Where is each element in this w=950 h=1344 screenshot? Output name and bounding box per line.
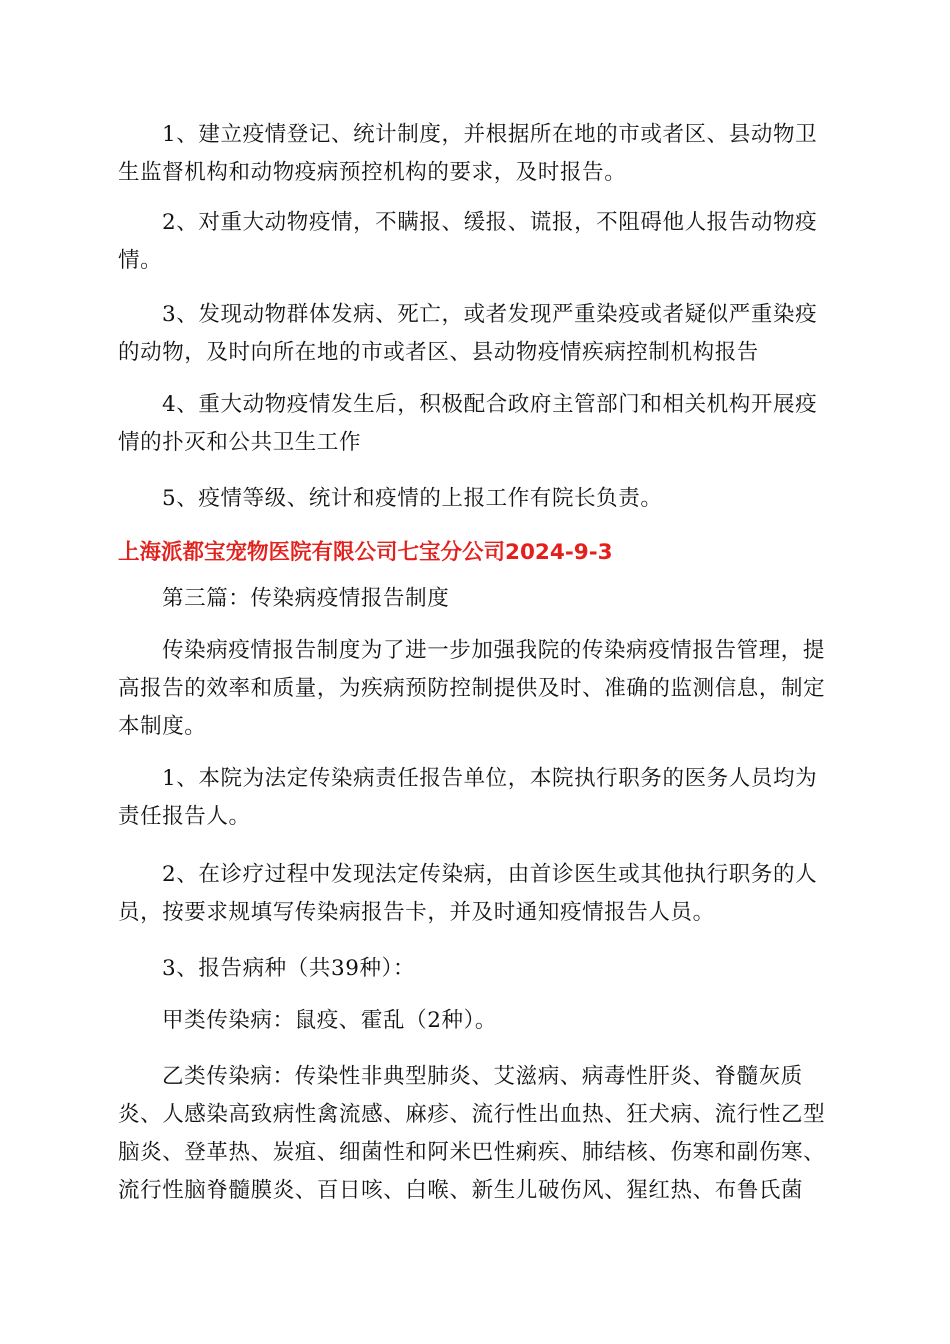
class-a-diseases: 甲类传染病：鼠疫、霍乱（2种）。 [162, 1008, 498, 1033]
paragraph-4: 4、重大动物疫情发生后，积极配合政府主管部门和相关机构开展疫情的扑灭和公共卫生工作 [118, 392, 818, 455]
rule-2: 2、在诊疗过程中发现法定传染病，由首诊医生或其他执行职务的人员，按要求规填写传染病报告卡，并及时通知疫情报告人员。 [118, 862, 818, 925]
signature-line: 上海派都宝宠物医院有限公司七宝分公司2024-9-3 [118, 540, 613, 565]
rule-1: 1、本院为法定传染病责任报告单位，本院执行职务的医务人员均为责任报告人。 [118, 766, 818, 829]
rule-3: 3、报告病种（共39种）： [162, 956, 416, 981]
section-title: 第三篇：传染病疫情报告制度 [162, 586, 450, 611]
paragraph-5: 5、疫情等级、统计和疫情的上报工作有院长负责。 [162, 486, 663, 511]
paragraph-1: 1、建立疫情登记、统计制度，并根据所在地的市或者区、县动物卫生监督机构和动物疫病预控机构的要求，及时报告。 [118, 122, 818, 185]
class-b-diseases: 乙类传染病：传染性非典型肺炎、艾滋病、病毒性肝炎、脊髓灰质炎、人感染高致病性禽流感、麻疹、流行性出血热、狂犬病、流行性乙型脑炎、登革热、炭疽、细菌性和阿米巴性痢疾、肺结核、伤寒和副伤寒、流行性脑脊髓膜炎、百日咳、白喉、新生儿破伤风、猩红热、布鲁氏菌 [118, 1064, 826, 1203]
paragraph-3: 3、发现动物群体发病、死亡，或者发现严重染疫或者疑似严重染疫的动物，及时向所在地的市或者区、县动物疫情疾病控制机构报告 [118, 302, 818, 365]
paragraph-2: 2、对重大动物疫情，不瞒报、缓报、谎报，不阻碍他人报告动物疫情。 [118, 210, 818, 273]
intro-paragraph: 传染病疫情报告制度为了进一步加强我院的传染病疫情报告管理，提高报告的效率和质量，为疾病预防控制提供及时、准确的监测信息，制定本制度。 [118, 638, 826, 739]
